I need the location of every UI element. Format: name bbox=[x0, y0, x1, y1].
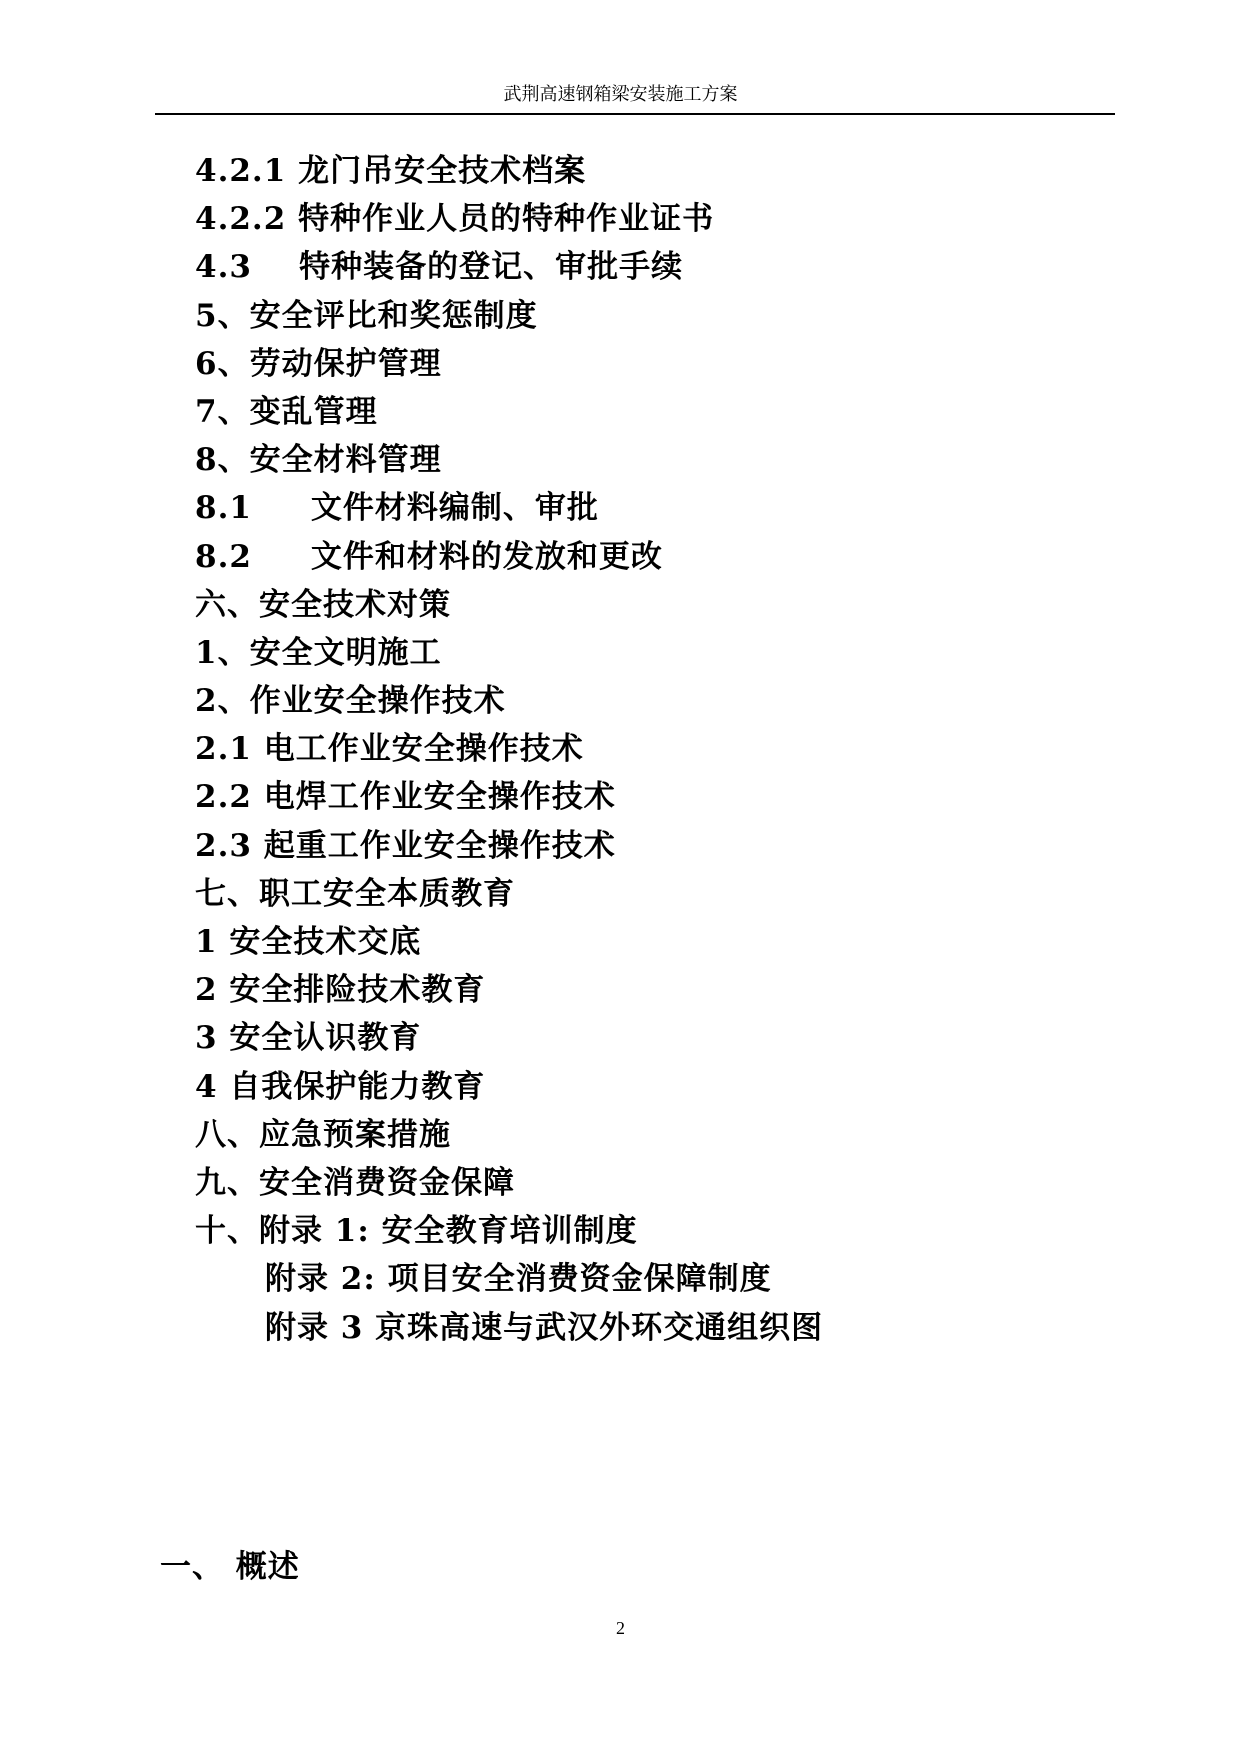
toc-item: 6、劳动保护管理 bbox=[195, 345, 442, 382]
table-of-contents bbox=[195, 147, 823, 1352]
section-heading: 一、 概述 bbox=[160, 1549, 300, 1585]
page-number: 2 bbox=[616, 1618, 625, 1638]
toc-item: 4 自我保护能力教育 bbox=[195, 1068, 486, 1105]
toc-item: 2.2 电焊工作业安全操作技术 bbox=[195, 779, 616, 816]
toc-item: 1 安全技术交底 bbox=[195, 924, 422, 960]
toc-item: 附录 2: 项目安全消费资金保障制度 bbox=[265, 1261, 772, 1298]
toc-item: 3 安全认识教育 bbox=[195, 1020, 422, 1057]
toc-item: 4.2.1 龙门吊安全技术档案 bbox=[195, 153, 587, 189]
toc-item: 8.1 文件材料编制、审批 bbox=[195, 490, 599, 527]
toc-item: 4.2.2 特种作业人员的特种作业证书 bbox=[195, 201, 715, 238]
toc-item: 六、安全技术对策 bbox=[195, 586, 451, 623]
toc-item: 2.1 电工作业安全操作技术 bbox=[195, 731, 584, 768]
toc-item: 九、安全消费资金保障 bbox=[195, 1164, 515, 1201]
header-divider bbox=[155, 113, 1115, 115]
toc-item: 4.3 特种装备的登记、审批手续 bbox=[195, 249, 684, 286]
toc-item: 2、作业安全操作技术 bbox=[195, 683, 506, 720]
toc-item: 十、附录 1: 安全教育培训制度 bbox=[195, 1213, 638, 1250]
toc-item: 七、职工安全本质教育 bbox=[195, 875, 515, 912]
toc-item: 7、变乱管理 bbox=[195, 393, 378, 430]
toc-item: 8、安全材料管理 bbox=[195, 442, 442, 479]
toc-item: 2.3 起重工作业安全操作技术 bbox=[195, 827, 616, 864]
toc-item: 附录 3 京珠高速与武汉外环交通组织图 bbox=[265, 1309, 824, 1346]
toc-item: 八、应急预案措施 bbox=[195, 1116, 451, 1153]
page-header-title: 武荆高速钢箱梁安装施工方案 bbox=[503, 84, 738, 104]
toc-item: 8.2 文件和材料的发放和更改 bbox=[195, 538, 663, 575]
toc-item: 1、安全文明施工 bbox=[195, 634, 442, 671]
toc-item: 2 安全排险技术教育 bbox=[195, 972, 486, 1009]
toc-item: 5、安全评比和奖惩制度 bbox=[195, 297, 538, 334]
